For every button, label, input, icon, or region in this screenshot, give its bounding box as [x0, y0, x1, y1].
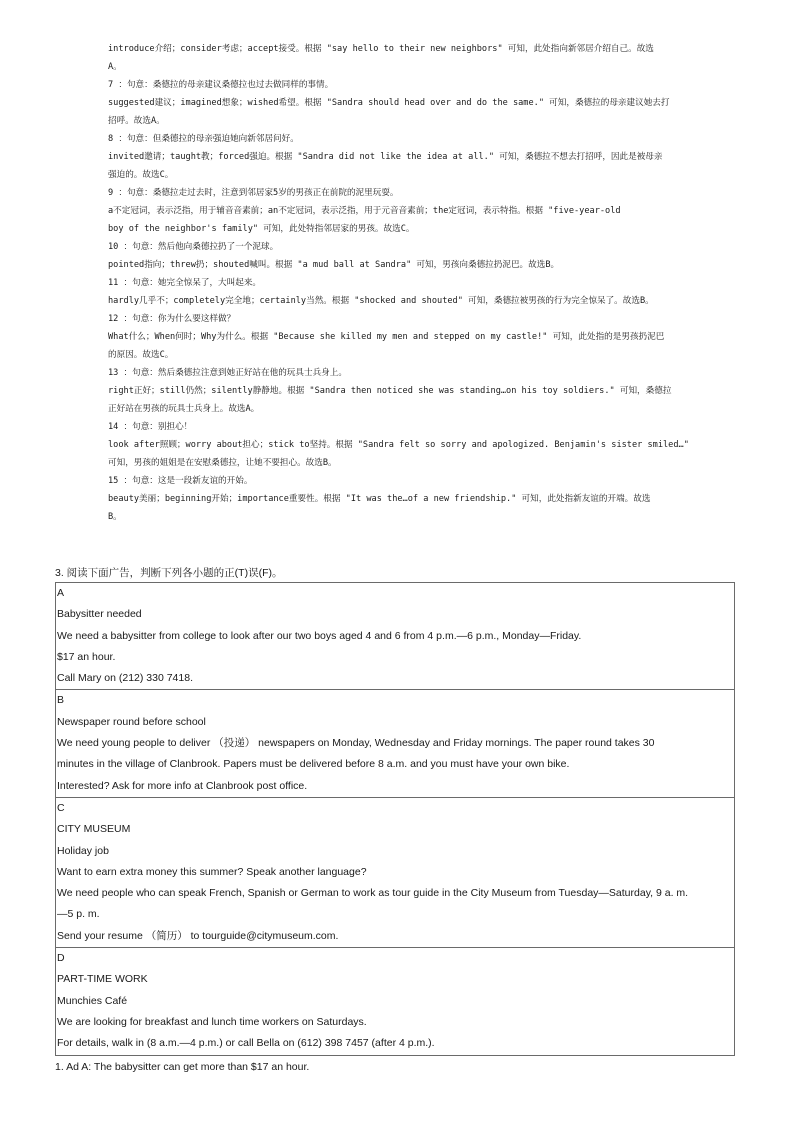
explanation-line: 8 ：句意：但桑德拉的母亲强迫她向新邻居问好。 [108, 134, 299, 144]
ad-text-line: Call Mary on (212) 330 7418. [57, 672, 193, 685]
explanation-line: hardly几乎不；completely完全地；certainly当然。根据 "shocked and shouted" 可知，桑德拉被男孩的行为完全惊呆了。故选B。 [108, 296, 654, 306]
explanation-line: 11 ：句意：她完全惊呆了，大叫起来。 [108, 278, 262, 288]
ad-text-line: PART-TIME WORK [57, 973, 148, 986]
explanation-line: beauty美丽；beginning开始；importance重要性。根据 "It was the…of a new friendship." 可知，此处指新友谊的开端。故选 [108, 494, 651, 504]
question-1: 1. Ad A: The babysitter can get more than $17 an hour. [55, 1060, 310, 1073]
ad-letter: B [57, 694, 65, 707]
ad-text-line: Munchies Café [57, 994, 128, 1007]
ad-text-line: For details, walk in (8 a.m.—4 p.m.) or call Bella on (612) 398 7457 (after 4 p.m.). [57, 1037, 435, 1050]
question-section-3 [55, 564, 735, 1078]
explanation-line: What什么；When何时；Why为什么。根据 "Because she killed my men and stepped on my castle!" 可知，此处指的是男孩扔泥巴 [108, 332, 665, 342]
ad-letter: A [57, 587, 65, 599]
ad-text-line: We need people who can speak French, Spanish or German to work as tour guide in the City Museum from Tuesday—Saturday, 9 a. m. [57, 887, 689, 900]
explanation-line: 招呼。故选A。 [108, 116, 165, 126]
ad-cell [56, 948, 735, 1055]
explanation-line: 15 ：句意：这是一段新友谊的开始。 [108, 476, 253, 486]
ad-text-line: Babysitter needed [57, 608, 142, 621]
explanation-line: 强迫的。故选C。 [108, 170, 174, 180]
explanation-line: 的原因。故选C。 [108, 350, 174, 360]
explanation-line: look after照顾；worry about担心；stick to坚持。根据 "Sandra felt so sorry and apologized. Benjamin's sister smiled…" [108, 440, 689, 450]
explanation-line: 可知，男孩的姐姐是在安慰桑德拉，让她不要担心。故选B。 [108, 458, 337, 468]
ad-text-line: CITY MUSEUM [57, 823, 131, 836]
ads-table [55, 582, 735, 1056]
ad-row [56, 583, 735, 690]
explanation-line: B。 [108, 512, 122, 522]
explanation-line: 12 ：句意：你为什么要这样做？ [108, 314, 236, 324]
answer-explanations [108, 40, 718, 526]
ad-text-line: —5 p. m. [57, 908, 100, 921]
explanation-line: 10 ：句意：然后他向桑德拉扔了一个泥球。 [108, 242, 279, 252]
explanation-line: 9 ：句意：桑德拉走过去时，注意到邻居家5岁的男孩正在前院的泥里玩耍。 [108, 188, 399, 198]
section-title: 3. 阅读下面广告，判断下列各小题的正(T)误(F)。 [55, 567, 283, 579]
ad-text-line: We need young people to deliver （投递） newspapers on Monday, Wednesday and Friday mornings. The paper round takes 30 [57, 737, 655, 750]
ad-text-line: Want to earn extra money this summer? Speak another language? [57, 865, 367, 878]
explanation-line: A。 [108, 62, 122, 72]
explanation-line: a不定冠词，表示泛指，用于辅音音素前；an不定冠词，表示泛指，用于元音音素前；the定冠词，表示特指。根据 "five-year-old [108, 206, 621, 216]
ad-row [56, 948, 735, 1055]
explanation-line: invited邀请；taught教；forced强迫。根据 "Sandra did not like the idea at all." 可知，桑德拉不想去打招呼，因此是被母亲 [108, 152, 663, 162]
ad-text-line: We need a babysitter from college to look after our two boys aged 4 and 6 from 4 p.m.—6 p.m., Monday—Friday. [57, 629, 582, 642]
ad-text-line: $17 an hour. [57, 650, 116, 663]
explanation-line: pointed指向；threw扔；shouted喊叫。根据 "a mud ball at Sandra" 可知，男孩向桑德拉扔泥巴。故选B。 [108, 260, 560, 270]
explanation-line: introduce介绍；consider考虑；accept接受。根据 "say hello to their new neighbors" 可知，此处指向新邻居介绍自己。故选 [108, 44, 654, 54]
ad-cell [56, 583, 735, 690]
explanation-line: right正好；still仍然；silently静静地。根据 "Sandra then noticed she was standing…on his toy soldiers." 可知，桑德拉 [108, 386, 672, 396]
explanation-line: 14 ：句意：别担心！ [108, 422, 193, 432]
ad-row [56, 797, 735, 947]
ad-row [56, 690, 735, 797]
explanation-line: suggested建议；imagined想象；wished希望。根据 "Sandra should head over and do the same." 可知，桑德拉的母亲建议她去打 [108, 98, 670, 108]
ad-letter: C [57, 801, 65, 814]
explanation-line: 正好站在男孩的玩具士兵身上。故选A。 [108, 404, 260, 414]
explanation-line: 13 ：句意：然后桑德拉注意到她正好站在他的玩具士兵身上。 [108, 368, 347, 378]
ad-text-line: Interested? Ask for more info at Clanbrook post office. [57, 779, 308, 792]
ad-cell [56, 690, 735, 797]
explanation-line: boy of the neighbor's family" 可知，此处特指邻居家的男孩。故选C。 [108, 224, 415, 234]
ad-text-line: Newspaper round before school [57, 715, 206, 728]
ad-text-line: Holiday job [57, 844, 109, 857]
ad-text-line: minutes in the village of Clanbrook. Papers must be delivered before 8 a.m. and you must have your own bike. [57, 758, 570, 771]
ad-text-line: We are looking for breakfast and lunch time workers on Saturdays. [57, 1015, 367, 1028]
ad-letter: D [57, 952, 65, 965]
explanation-line: 7 ：句意：桑德拉的母亲建议桑德拉也过去做同样的事情。 [108, 80, 334, 90]
ad-text-line: Send your resume （简历） to tourguide@citymuseum.com. [57, 929, 339, 942]
ad-cell [56, 797, 735, 947]
